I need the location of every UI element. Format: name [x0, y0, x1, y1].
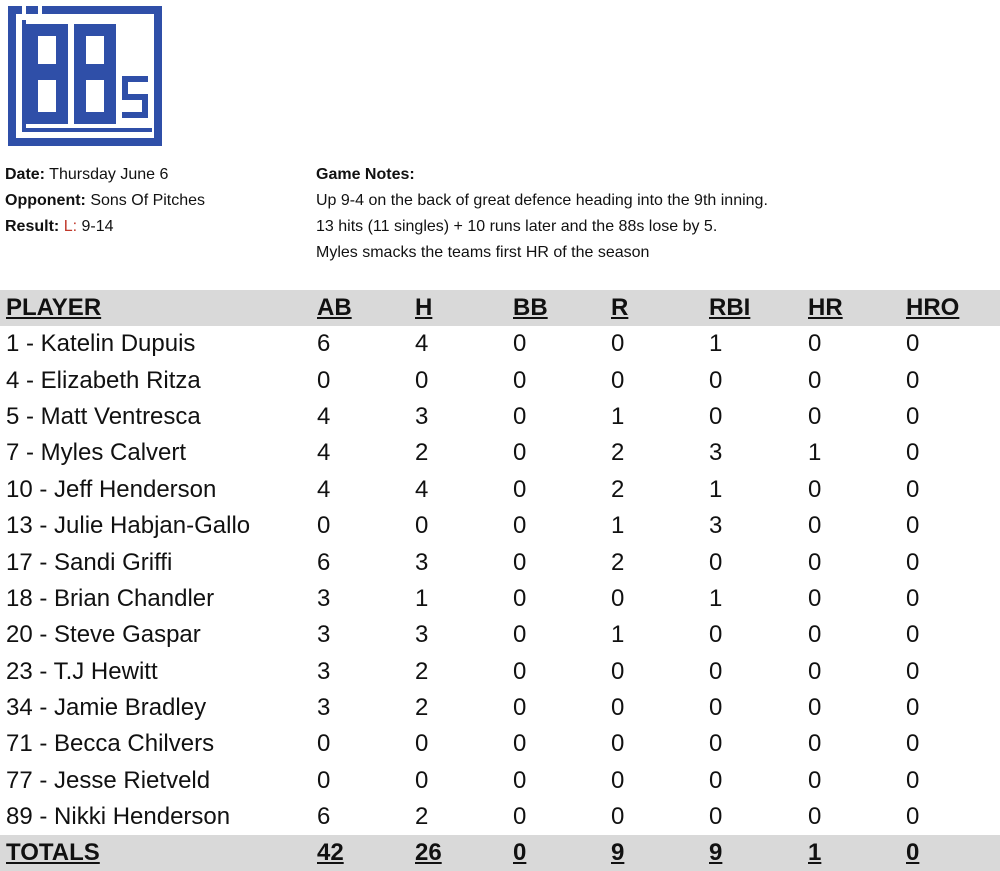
cell-h: 4 — [415, 475, 429, 503]
cell-r: 2 — [611, 439, 625, 467]
cell-rbi: 0 — [709, 730, 723, 758]
cell-hro: 0 — [906, 584, 920, 612]
cell-rbi: 0 — [709, 766, 723, 794]
game-note-line: 13 hits (11 singles) + 10 runs later and the 88s lose by 5. — [316, 218, 718, 235]
column-header-h: H — [409, 290, 507, 326]
cell-rbi: 0 — [709, 366, 723, 394]
cell-h: 1 — [415, 584, 429, 612]
cell-h: 2 — [415, 694, 429, 722]
cell-player: 18 - Brian Chandler — [6, 584, 215, 612]
total-rbi: 9 — [703, 835, 802, 871]
cell-r: 0 — [611, 330, 625, 358]
cell-ab: 6 — [317, 803, 331, 831]
cell-hro: 0 — [906, 657, 920, 685]
cell-ab: 0 — [317, 766, 331, 794]
table-row — [0, 799, 1000, 835]
column-header-rbi: RBI — [703, 290, 802, 326]
cell-player: 77 - Jesse Rietveld — [6, 766, 211, 794]
player-stats-table — [0, 290, 1000, 871]
cell-hr: 0 — [808, 475, 822, 503]
table-row — [0, 726, 1000, 762]
cell-player: 17 - Sandi Griffi — [6, 548, 173, 576]
cell-h: 0 — [415, 512, 429, 540]
cell-bb: 0 — [513, 694, 527, 722]
cell-bb: 0 — [513, 730, 527, 758]
opponent-label: Opponent: — [5, 192, 86, 209]
table-row — [0, 617, 1000, 653]
cell-ab: 3 — [317, 694, 331, 722]
result-line — [5, 214, 205, 240]
cell-hro: 0 — [906, 402, 920, 430]
cell-bb: 0 — [513, 366, 527, 394]
cell-rbi: 3 — [709, 512, 723, 540]
table-row — [0, 508, 1000, 544]
opponent-value: Sons Of Pitches — [90, 192, 206, 209]
cell-player: 20 - Steve Gaspar — [6, 621, 201, 649]
cell-h: 0 — [415, 730, 429, 758]
cell-hr: 0 — [808, 766, 822, 794]
total-hr: 1 — [802, 835, 900, 871]
result-outcome: L: — [63, 218, 78, 235]
table-row — [0, 690, 1000, 726]
cell-player: 71 - Becca Chilvers — [6, 730, 215, 758]
date-value: Thursday June 6 — [49, 166, 169, 183]
cell-h: 4 — [415, 330, 429, 358]
cell-r: 0 — [611, 584, 625, 612]
cell-hro: 0 — [906, 803, 920, 831]
cell-r: 1 — [611, 402, 625, 430]
cell-r: 0 — [611, 730, 625, 758]
cell-h: 2 — [415, 803, 429, 831]
team-logo-88s-icon — [8, 6, 162, 146]
cell-rbi: 3 — [709, 439, 723, 467]
cell-player: 4 - Elizabeth Ritza — [6, 366, 201, 394]
cell-ab: 6 — [317, 330, 331, 358]
cell-ab: 4 — [317, 402, 331, 430]
cell-bb: 0 — [513, 475, 527, 503]
result-label: Result: — [5, 218, 60, 235]
cell-ab: 0 — [317, 730, 331, 758]
cell-hr: 0 — [808, 584, 822, 612]
cell-hro: 0 — [906, 621, 920, 649]
cell-h: 3 — [415, 548, 429, 576]
cell-hr: 0 — [808, 512, 822, 540]
cell-hro: 0 — [906, 475, 920, 503]
cell-hr: 0 — [808, 366, 822, 394]
cell-bb: 0 — [513, 621, 527, 649]
cell-r: 2 — [611, 548, 625, 576]
cell-hro: 0 — [906, 694, 920, 722]
column-header-hro: HRO — [900, 290, 1000, 326]
cell-ab: 4 — [317, 475, 331, 503]
cell-r: 1 — [611, 512, 625, 540]
cell-rbi: 0 — [709, 803, 723, 831]
cell-hro: 0 — [906, 330, 920, 358]
cell-bb: 0 — [513, 439, 527, 467]
game-notes-title: Game Notes: — [316, 166, 415, 183]
cell-bb: 0 — [513, 512, 527, 540]
cell-rbi: 1 — [709, 584, 723, 612]
cell-r: 2 — [611, 475, 625, 503]
team-logo — [8, 6, 162, 146]
total-hro: 0 — [900, 835, 1000, 871]
cell-rbi: 0 — [709, 548, 723, 576]
table-row — [0, 544, 1000, 580]
cell-rbi: 0 — [709, 402, 723, 430]
cell-ab: 4 — [317, 439, 331, 467]
cell-h: 3 — [415, 621, 429, 649]
cell-ab: 0 — [317, 512, 331, 540]
cell-rbi: 0 — [709, 621, 723, 649]
cell-player: 5 - Matt Ventresca — [6, 402, 201, 430]
cell-h: 2 — [415, 439, 429, 467]
game-info — [5, 162, 205, 240]
cell-ab: 3 — [317, 657, 331, 685]
table-row — [0, 326, 1000, 362]
table-row — [0, 362, 1000, 398]
cell-hr: 0 — [808, 621, 822, 649]
cell-r: 0 — [611, 366, 625, 394]
cell-bb: 0 — [513, 548, 527, 576]
cell-bb: 0 — [513, 330, 527, 358]
total-ab: 42 — [311, 835, 409, 871]
table-row — [0, 399, 1000, 435]
cell-h: 0 — [415, 766, 429, 794]
date-line — [5, 162, 205, 188]
cell-ab: 6 — [317, 548, 331, 576]
cell-player: 1 - Katelin Dupuis — [6, 330, 196, 358]
table-row — [0, 581, 1000, 617]
column-header-r: R — [605, 290, 703, 326]
cell-bb: 0 — [513, 402, 527, 430]
total-h: 26 — [409, 835, 507, 871]
cell-rbi: 1 — [709, 475, 723, 503]
cell-hr: 0 — [808, 730, 822, 758]
cell-rbi: 0 — [709, 657, 723, 685]
cell-bb: 0 — [513, 584, 527, 612]
cell-h: 0 — [415, 366, 429, 394]
total-bb: 0 — [507, 835, 605, 871]
cell-hr: 1 — [808, 439, 822, 467]
cell-hr: 0 — [808, 694, 822, 722]
game-notes — [316, 162, 768, 266]
cell-hr: 0 — [808, 402, 822, 430]
cell-ab: 3 — [317, 621, 331, 649]
cell-player: 10 - Jeff Henderson — [6, 475, 217, 503]
cell-player: 23 - T.J Hewitt — [6, 657, 158, 685]
cell-hr: 0 — [808, 548, 822, 576]
cell-ab: 3 — [317, 584, 331, 612]
cell-hro: 0 — [906, 548, 920, 576]
table-row — [0, 472, 1000, 508]
table-row — [0, 435, 1000, 471]
cell-player: 13 - Julie Habjan-Gallo — [6, 512, 251, 540]
game-note-line: Up 9-4 on the back of great defence heading into the 9th inning. — [316, 192, 768, 209]
cell-r: 0 — [611, 803, 625, 831]
column-header-hr: HR — [802, 290, 900, 326]
total-player: TOTALS — [0, 835, 311, 871]
cell-r: 0 — [611, 766, 625, 794]
cell-player: 34 - Jamie Bradley — [6, 694, 207, 722]
cell-h: 2 — [415, 657, 429, 685]
cell-hr: 0 — [808, 657, 822, 685]
result-score: 9-14 — [81, 218, 114, 235]
cell-bb: 0 — [513, 766, 527, 794]
cell-rbi: 0 — [709, 694, 723, 722]
cell-bb: 0 — [513, 803, 527, 831]
date-label: Date: — [5, 166, 46, 183]
cell-rbi: 1 — [709, 330, 723, 358]
cell-bb: 0 — [513, 657, 527, 685]
table-header-row — [0, 290, 1000, 326]
table-row — [0, 654, 1000, 690]
column-header-bb: BB — [507, 290, 605, 326]
cell-r: 1 — [611, 621, 625, 649]
totals-row — [0, 835, 1000, 871]
table-body — [0, 326, 1000, 835]
cell-hr: 0 — [808, 330, 822, 358]
table-row — [0, 763, 1000, 799]
cell-hro: 0 — [906, 512, 920, 540]
column-header-ab: AB — [311, 290, 409, 326]
cell-hr: 0 — [808, 803, 822, 831]
cell-h: 3 — [415, 402, 429, 430]
cell-r: 0 — [611, 694, 625, 722]
cell-hro: 0 — [906, 439, 920, 467]
cell-ab: 0 — [317, 366, 331, 394]
cell-hro: 0 — [906, 366, 920, 394]
total-r: 9 — [605, 835, 703, 871]
opponent-line — [5, 188, 205, 214]
column-header-player: PLAYER — [0, 290, 311, 326]
cell-r: 0 — [611, 657, 625, 685]
cell-hro: 0 — [906, 730, 920, 758]
game-note-line: Myles smacks the teams first HR of the season — [316, 244, 650, 261]
cell-player: 7 - Myles Calvert — [6, 439, 187, 467]
cell-hro: 0 — [906, 766, 920, 794]
cell-player: 89 - Nikki Henderson — [6, 803, 231, 831]
